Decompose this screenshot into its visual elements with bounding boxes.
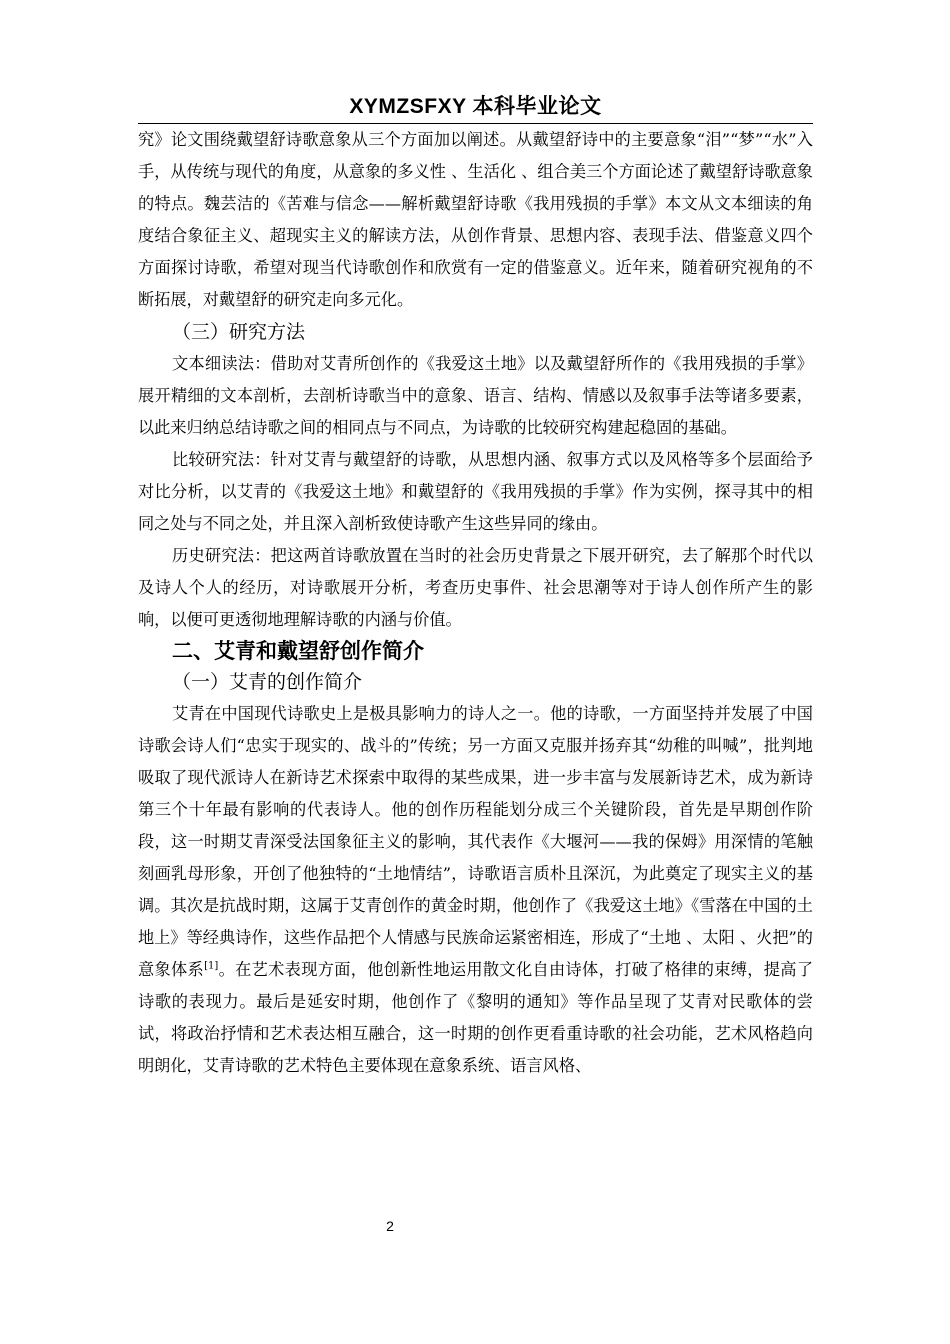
- document-body: [138, 124, 813, 1082]
- paragraph-method-close-reading: 文本细读法：借助对艾青所创作的《我爱这土地》以及戴望舒所作的《我用残损的手掌》展开精细的文本剖析，去剖析诗歌当中的意象、语言、结构、情感以及叙事手法等诸多要素，以此来归纳总结诗歌之间的相同点与不同点，为诗歌的比较研究构建起稳固的基础。: [138, 354, 813, 437]
- citation-ref-1[interactable]: [1]: [204, 960, 219, 972]
- paragraph-aiqing-part-2: 。在艺术表现方面，他创新性地运用散文化自由诗体，打破了格律的束缚，提高了诗歌的表现力。最后是延安时期，他创作了《黎明的通知》等作品呈现了艾青对民歌体的尝试，将政治抒情和艺术表达相互融合，这一时期的创作更看重诗歌的社会功能，艺术风格趋向明朗化，艾青诗歌的艺术特色主要体现在意象系统、语言风格、: [138, 960, 814, 1075]
- paragraph-aiqing: [138, 698, 813, 1082]
- heading-aiqing-intro: （一）艾青的创作简介: [172, 671, 363, 693]
- paragraph-aiqing-part-1: 艾青在中国现代诗歌史上是极具影响力的诗人之一。他的诗歌，一方面坚持并发展了中国诗歌会诗人们“忠实于现实的、战斗的”传统；另一方面又克服并扬弃其“幼稚的叫喊”，批判地吸取了现代派诗人在新诗艺术探索中取得的某些成果，进一步丰富与发展新诗艺术，成为新诗第三个十年最有影响的代表诗人。他的创作历程能划分成三个关键阶段，首先是早期创作阶段，这一时期艾青深受法国象征主义的影响，其代表作《大堰河——我的保姆》用深情的笔触刻画乳母形象，开创了他独特的“土地情结”，诗歌语言质朴且深沉，为此奠定了现实主义的基调。其次是抗战时期，这属于艾青创作的黄金时期，他创作了《我爱这土地》《雪落在中国的土地上》等经典诗作，这些作品把个人情感与民族命运紧密相连，形成了“土地 、太阳 、火把”的意象体系: [138, 704, 813, 979]
- page-number: 2: [386, 1218, 394, 1234]
- paragraph-intro: 究》论文围绕戴望舒诗歌意象从三个方面加以阐述。从戴望舒诗中的主要意象“泪”“梦”“水”入手，从传统与现代的角度，从意象的多义性 、生活化 、组合美三个方面论述了戴望舒诗歌意象的特点。魏芸洁的《苦难与信念——解析戴望舒诗歌《我用残损的手掌》本文从文本细读的角度结合象征主义、超现实主义的解读方法，从创作背景、思想内容、表现手法、借鉴意义四个方面探讨诗歌，希望对现当代诗歌创作和欣赏有一定的借鉴意义。近年来，随着研究视角的不断拓展，对戴望舒的研究走向多元化。: [138, 130, 813, 309]
- page-header-title: XYMZSFXY 本科毕业论文: [349, 95, 602, 118]
- paragraph-method-comparative: 比较研究法：针对艾青与戴望舒的诗歌，从思想内涵、叙事方式以及风格等多个层面给予对比分析，以艾青的《我爱这土地》和戴望舒的《我用残损的手掌》作为实例，探寻其中的相同之处与不同之处，并且深入剖析致使诗歌产生这些异同的缘由。: [138, 450, 813, 533]
- paragraph-method-historical: 历史研究法：把这两首诗歌放置在当时的社会历史背景之下展开研究，去了解那个时代以及诗人个人的经历，对诗歌展开分析，考查历史事件、社会思潮等对于诗人创作所产生的影响，以便可更透彻地理解诗歌的内涵与价值。: [138, 546, 813, 629]
- heading-section-2: 二、艾青和戴望舒创作简介: [172, 639, 424, 663]
- heading-research-methods: （三）研究方法: [172, 321, 306, 343]
